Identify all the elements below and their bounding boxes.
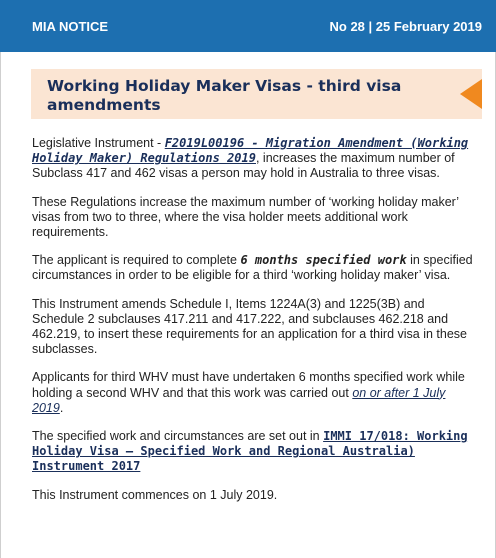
paragraph-text: .: [59, 400, 64, 415]
notice-number-date: No 28 | 25 February 2019: [329, 18, 482, 34]
notice-content: [32, 136, 477, 516]
paragraph-regulations: These Regulations increase the maximum number of ‘working holiday maker’ visas from two to three, where the visa holder meets additional work requirements.: [32, 194, 459, 240]
paragraph-text: , increases the maximum number of Subclass 417 and 462 visas a person may hold in Australia to three visas.: [32, 151, 455, 181]
specified-work-emphasis: 6 months specified work: [240, 253, 407, 268]
immi-instrument-link[interactable]: IMMI 17/018: Working Holiday Visa – Specified Work and Regional Australia) Instrument 2017: [32, 429, 468, 474]
paragraph-text: in specified circumstances in order to be eligible for a third ‘working holiday maker’ visa.: [32, 253, 473, 283]
paragraph-specified-work: [32, 429, 477, 475]
paragraph-applicants: [32, 370, 477, 416]
title-box: [31, 69, 482, 119]
notice-body: [0, 52, 496, 558]
paragraph-text: The specified work and circumstances are set out in: [32, 429, 324, 444]
notice-header-bar: [0, 0, 496, 52]
paragraph-text: The applicant is required to complete: [32, 253, 241, 268]
paragraph-schedule: This Instrument amends Schedule I, Items 1224A(3) and 1225(3B) and Schedule 2 subclauses 417.211 and 417.222, and subclauses 462.218 and 462.219, to insert these requirements for an application for a third visa in these subclasses.: [32, 296, 467, 357]
page-title: Working Holiday Maker Visas - third visa amendments: [47, 77, 402, 114]
paragraph-commencement: This Instrument commences on 1 July 2019.: [32, 487, 278, 502]
paragraph-text: Legislative Instrument -: [32, 136, 165, 150]
paragraph-instrument: [32, 136, 477, 182]
paragraph-requirement: [32, 253, 477, 283]
paragraph-text: Applicants for third WHV must have undertaken 6 months specified work while holding a second WHV and that this work was carried out: [32, 370, 465, 400]
notice-label: MIA NOTICE: [32, 18, 109, 34]
orange-arrow-icon: [460, 79, 482, 109]
date-emphasis-link[interactable]: on or after 1 July 2019: [32, 385, 446, 415]
instrument-link[interactable]: F2019L00196 - Migration Amendment (Working Holiday Maker) Regulations 2019: [32, 136, 469, 166]
